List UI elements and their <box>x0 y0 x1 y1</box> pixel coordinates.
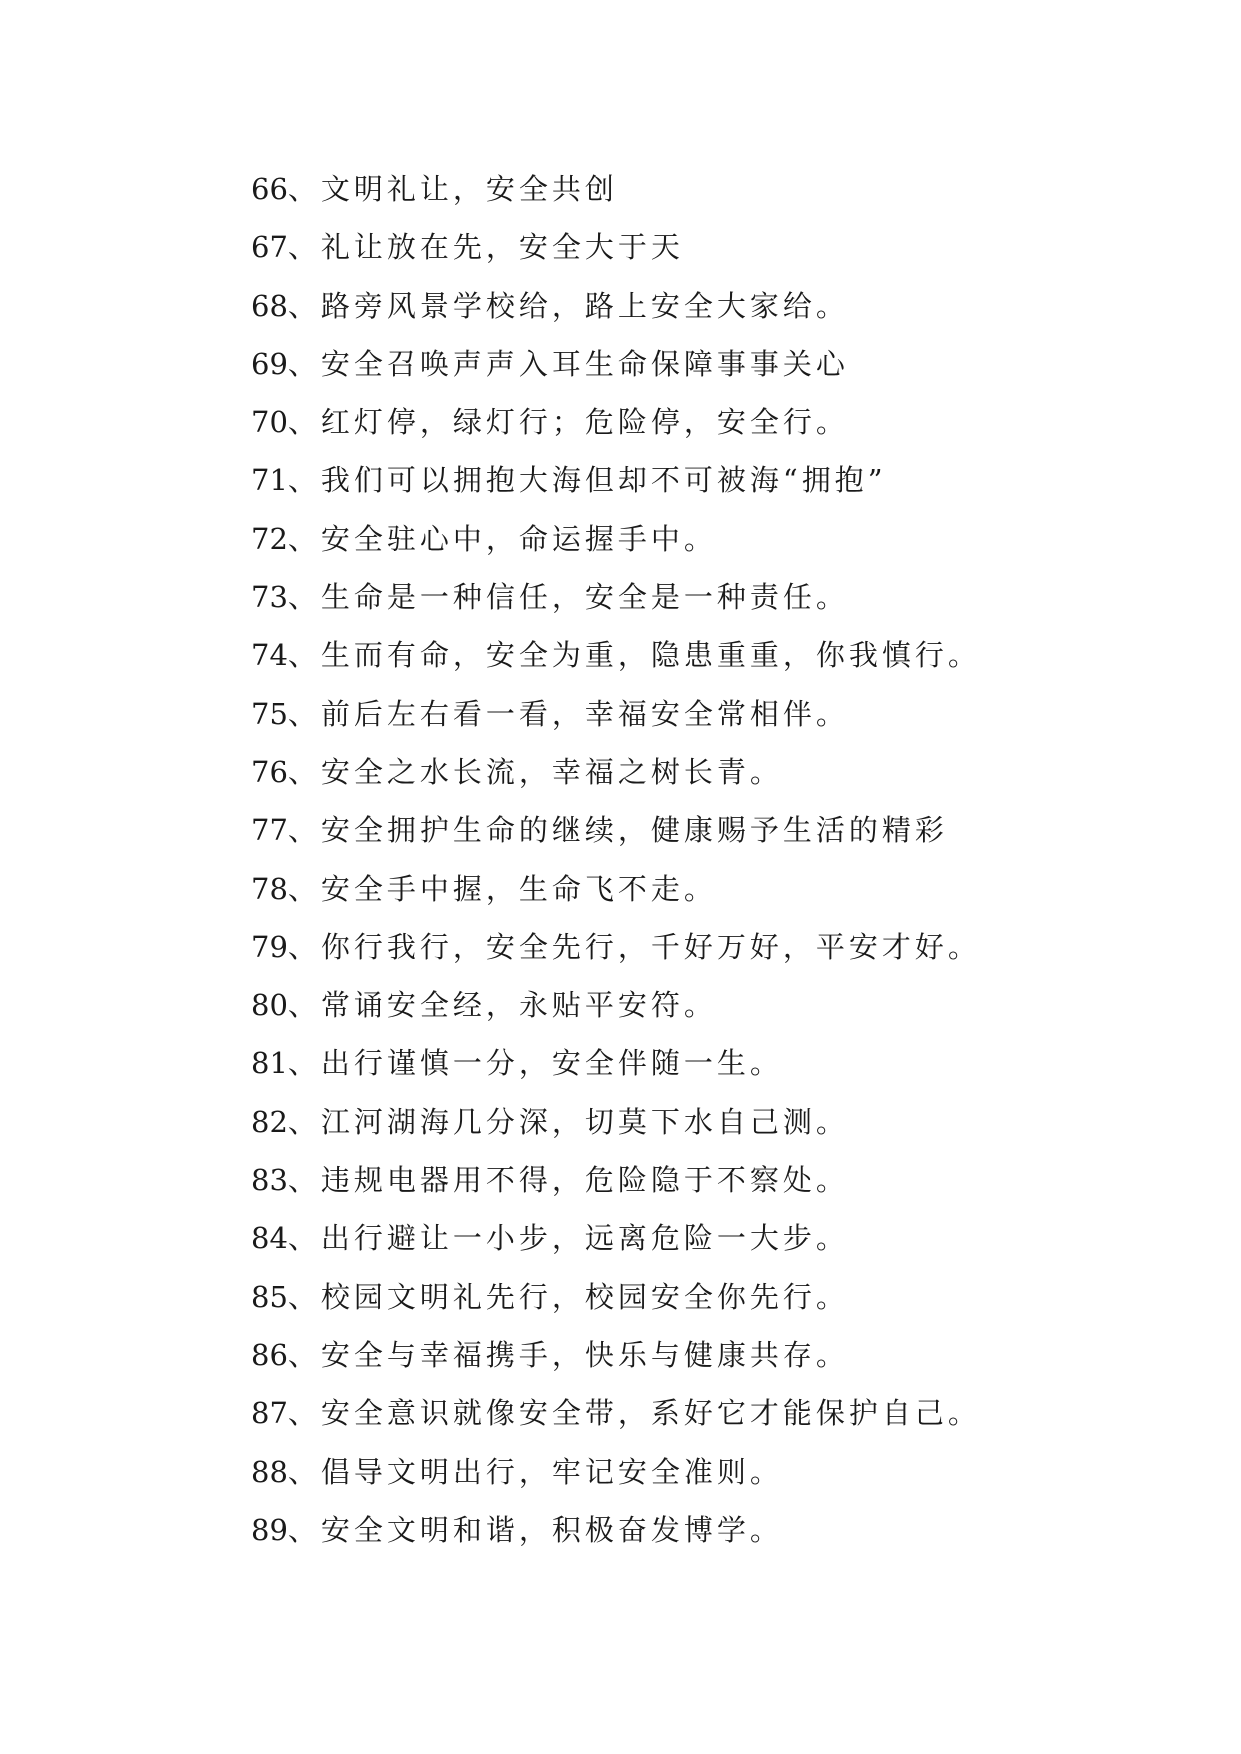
item-separator: 、 <box>287 1512 321 1547</box>
item-number: 67 <box>251 230 288 265</box>
slogan-text: 文明礼让，安全共创 <box>320 172 618 206</box>
slogan-text: 生而有命，安全为重，隐患重重，你我慎行。 <box>320 638 981 673</box>
item-separator: 、 <box>287 1396 321 1431</box>
item-separator: 、 <box>287 929 321 964</box>
item-number: 71 <box>251 463 288 498</box>
item-number: 74 <box>251 638 288 673</box>
item-number: 70 <box>251 405 288 440</box>
item-number: 83 <box>251 1163 288 1198</box>
slogan-text: 常诵安全经，永贴平安符。 <box>320 988 717 1023</box>
slogan-text: 安全之水长流，幸福之树长青。 <box>320 754 783 789</box>
item-number: 81 <box>251 1046 288 1081</box>
slogan-text: 出行避让一小步，远离危险一大步。 <box>320 1221 849 1256</box>
item-separator: 、 <box>287 1221 321 1256</box>
item-separator: 、 <box>287 696 321 731</box>
list-item <box>251 277 981 335</box>
list-item <box>251 860 981 918</box>
slogan-text: 安全驻心中，命运握手中。 <box>320 521 717 556</box>
list-item <box>251 1443 981 1501</box>
item-number: 78 <box>251 871 288 906</box>
slogan-text: 安全拥护生命的继续，健康赐予生活的精彩 <box>320 813 948 848</box>
item-separator: 、 <box>287 172 321 206</box>
item-separator: 、 <box>287 1046 321 1081</box>
item-separator: 、 <box>287 521 321 556</box>
slogan-text: 路旁风景学校给，路上安全大家给。 <box>320 288 849 323</box>
item-number: 79 <box>251 929 288 964</box>
list-item <box>251 743 981 801</box>
list-item <box>251 568 981 626</box>
item-separator: 、 <box>287 1104 321 1139</box>
slogan-text: 生命是一种信任，安全是一种责任。 <box>320 580 849 615</box>
item-separator: 、 <box>287 288 321 323</box>
item-separator: 、 <box>287 463 321 498</box>
slogan-text: 礼让放在先，安全大于天 <box>320 230 684 265</box>
slogan-text: 安全文明和谐，积极奋发博学。 <box>320 1512 783 1547</box>
slogan-text: 校园文明礼先行，校园安全你先行。 <box>320 1279 849 1314</box>
item-separator: 、 <box>287 988 321 1023</box>
slogan-text: 安全与幸福携手，快乐与健康共存。 <box>320 1337 849 1372</box>
item-number: 72 <box>251 521 288 556</box>
list-item <box>251 801 981 859</box>
item-number: 66 <box>251 172 288 206</box>
list-item <box>251 218 981 276</box>
item-number: 75 <box>251 696 288 731</box>
list-item <box>251 451 981 509</box>
item-separator: 、 <box>287 813 321 848</box>
slogan-text: 安全意识就像安全带，系好它才能保护自己。 <box>320 1396 981 1431</box>
item-separator: 、 <box>287 1454 321 1489</box>
list-item <box>251 976 981 1034</box>
slogan-text: 违规电器用不得，危险隐于不察处。 <box>320 1163 849 1198</box>
item-separator: 、 <box>287 346 321 381</box>
list-item <box>251 160 981 218</box>
slogan-text: 红灯停，绿灯行；危险停，安全行。 <box>320 405 849 440</box>
list-item <box>251 1501 981 1559</box>
list-item <box>251 510 981 568</box>
list-item <box>251 918 981 976</box>
slogan-text: 倡导文明出行，牢记安全准则。 <box>320 1454 783 1489</box>
item-number: 80 <box>251 988 288 1023</box>
item-separator: 、 <box>287 871 321 906</box>
item-number: 76 <box>251 754 288 789</box>
item-number: 69 <box>251 346 288 381</box>
item-separator: 、 <box>287 638 321 673</box>
item-number: 82 <box>251 1104 288 1139</box>
item-number: 88 <box>251 1454 288 1489</box>
list-item <box>251 626 981 684</box>
slogan-text: 安全召唤声声入耳生命保障事事关心 <box>320 346 849 381</box>
list-item <box>251 685 981 743</box>
item-number: 86 <box>251 1337 288 1372</box>
item-number: 85 <box>251 1279 288 1314</box>
list-item <box>251 1151 981 1209</box>
item-number: 89 <box>251 1512 288 1547</box>
item-separator: 、 <box>287 1279 321 1314</box>
slogan-text: 出行谨慎一分，安全伴随一生。 <box>320 1046 783 1081</box>
item-separator: 、 <box>287 754 321 789</box>
slogan-text: 你行我行，安全先行，千好万好，平安才好。 <box>320 929 981 964</box>
list-item <box>251 1034 981 1092</box>
item-number: 84 <box>251 1221 288 1256</box>
slogan-text: 江河湖海几分深，切莫下水自己测。 <box>320 1104 849 1139</box>
list-item <box>251 1209 981 1267</box>
slogan-text: 前后左右看一看，幸福安全常相伴。 <box>320 696 849 731</box>
slogan-text: 我们可以拥抱大海但却不可被海“拥抱” <box>320 463 887 498</box>
item-number: 87 <box>251 1396 288 1431</box>
item-number: 77 <box>251 813 288 848</box>
item-separator: 、 <box>287 405 321 440</box>
slogan-text: 安全手中握，生命飞不走。 <box>320 871 717 906</box>
list-item <box>251 335 981 393</box>
item-separator: 、 <box>287 1337 321 1372</box>
list-item <box>251 1326 981 1384</box>
item-separator: 、 <box>287 230 321 265</box>
item-separator: 、 <box>287 580 321 615</box>
slogan-list <box>251 160 981 1559</box>
item-separator: 、 <box>287 1163 321 1198</box>
item-number: 73 <box>251 580 288 615</box>
list-item <box>251 393 981 451</box>
list-item <box>251 1093 981 1151</box>
list-item <box>251 1268 981 1326</box>
list-item <box>251 1384 981 1442</box>
item-number: 68 <box>251 288 288 323</box>
